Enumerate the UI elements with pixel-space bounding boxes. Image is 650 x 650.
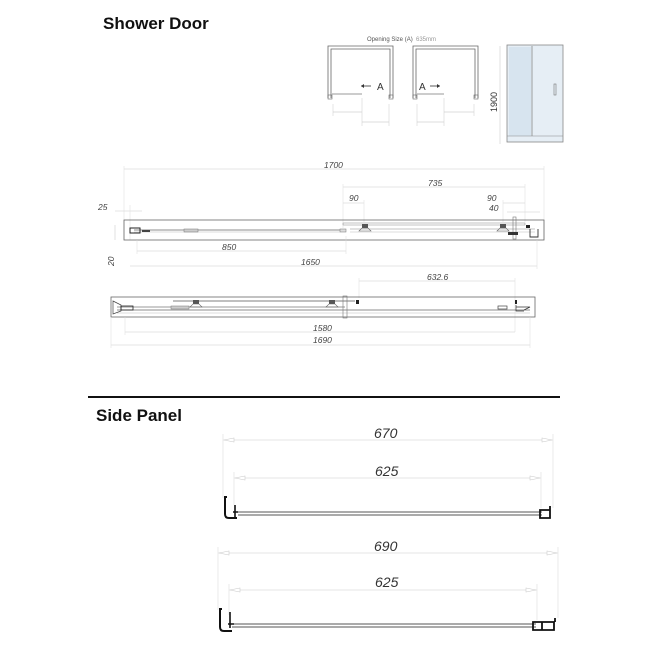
opening-note-value: 635mm — [416, 37, 437, 43]
side-panel-2-overall: 690 — [374, 538, 398, 554]
opening-note-label: Opening Size (A) — [367, 37, 413, 43]
dim-frame-20: 20 — [106, 256, 116, 266]
side-panel-drawing-1 — [223, 425, 553, 518]
dim-offset-40: 40 — [489, 203, 499, 213]
opening-size-sketch — [328, 37, 478, 126]
side-panel-1-glass: 625 — [375, 463, 399, 479]
dim-roller-left-90: 90 — [349, 193, 359, 203]
shower-door-title: Shower Door — [103, 14, 209, 33]
dim-inner-1650: 1650 — [301, 257, 320, 267]
dim-panel-850: 850 — [222, 242, 237, 252]
elevation-height: 1900 — [489, 91, 499, 112]
side-panel-drawing-2 — [218, 538, 558, 631]
dim-wall-25: 25 — [98, 202, 108, 212]
dim-opening-632-6: 632.6 — [427, 272, 449, 282]
dim-roller-right-90: 90 — [487, 193, 497, 203]
dim-door-735: 735 — [428, 178, 443, 188]
side-panel-1-overall: 670 — [374, 425, 398, 441]
dim-overall-1690: 1690 — [313, 335, 332, 345]
side-panel-2-glass: 625 — [375, 574, 399, 590]
opening-marker-right: A — [419, 82, 426, 93]
opening-marker-left: A — [377, 82, 384, 93]
side-panel-title: Side Panel — [96, 406, 182, 425]
door-elevation — [489, 45, 563, 144]
dim-overall-1700: 1700 — [324, 160, 343, 170]
plan-view-top — [97, 160, 544, 269]
dim-inner-1580: 1580 — [313, 323, 332, 333]
plan-view-bottom — [111, 272, 535, 348]
